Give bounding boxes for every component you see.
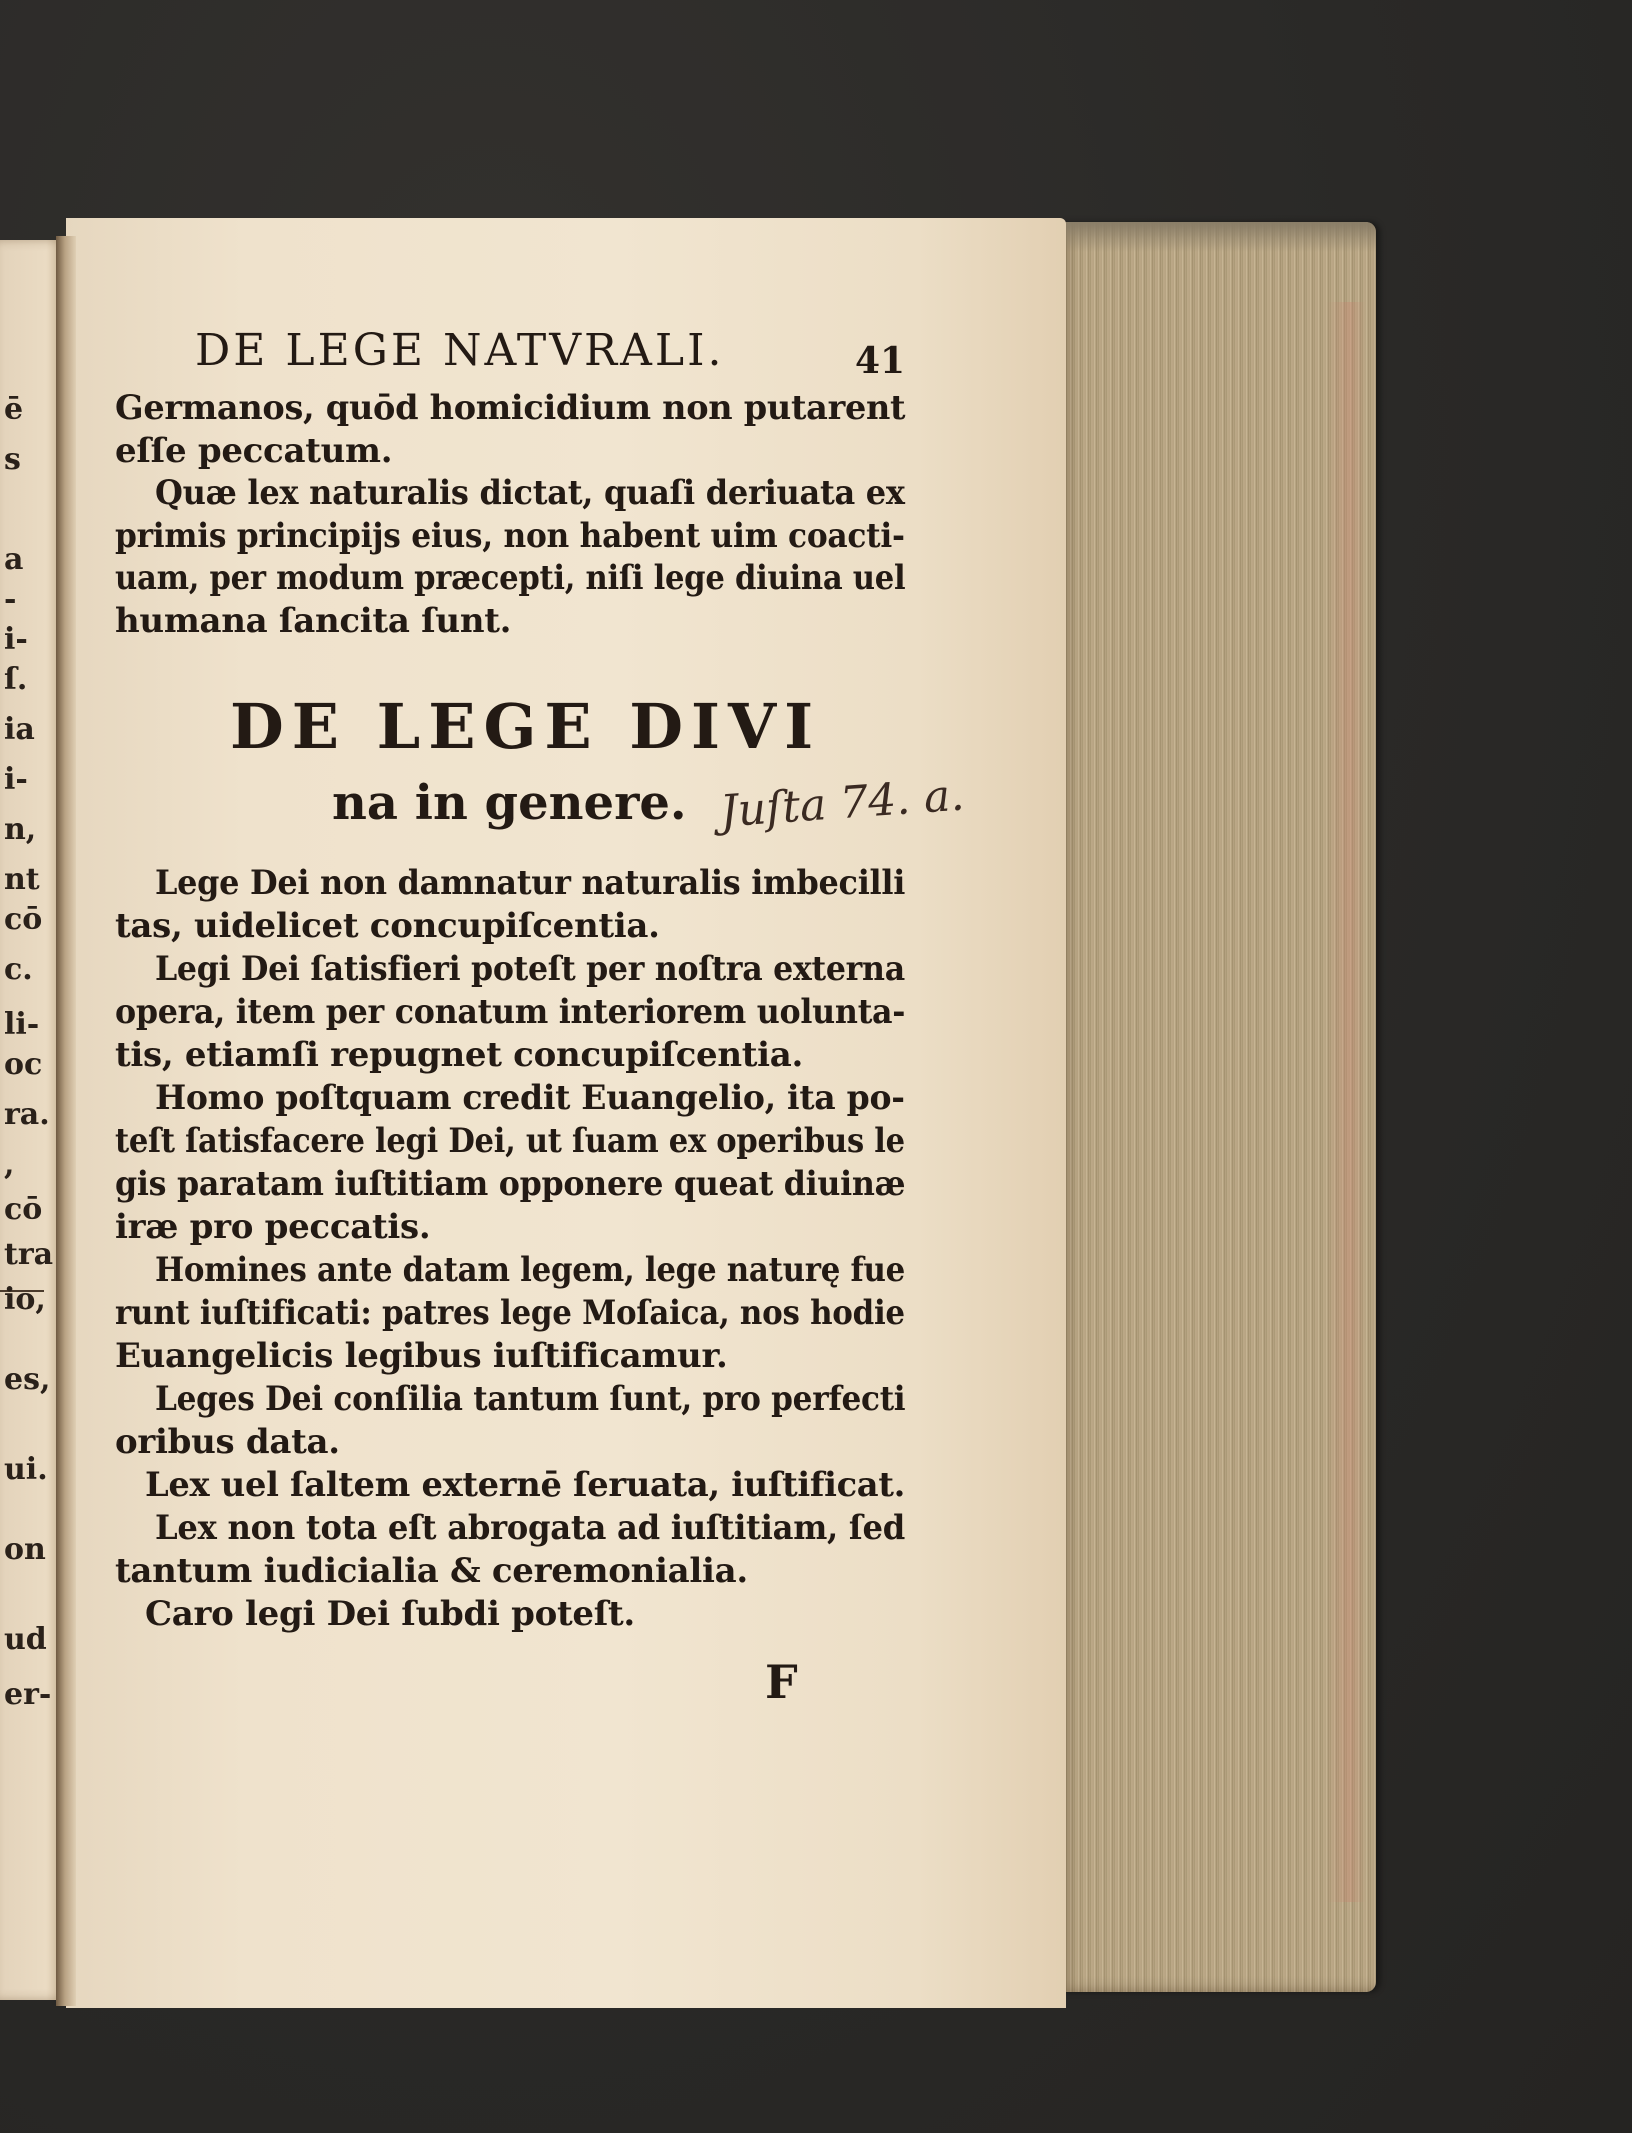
left-page-fragment: - bbox=[4, 582, 17, 617]
text-line: Caro legi Dei ſubdi poteſt. bbox=[145, 1594, 635, 1634]
section-title: DE LEGE DIVI bbox=[230, 690, 822, 763]
left-page-fragment: n, bbox=[4, 812, 37, 847]
left-page-fragment: cō bbox=[4, 902, 43, 937]
handwritten-marginal-note: Juſta 74. a. bbox=[718, 769, 966, 838]
text-line: eſſe peccatum. bbox=[115, 430, 393, 471]
left-page-fragment: io, bbox=[4, 1282, 46, 1317]
book-fore-edge bbox=[1058, 222, 1376, 1992]
section-subtitle: na in genere. bbox=[332, 775, 687, 831]
left-page-fragment: es, bbox=[4, 1362, 51, 1397]
text-line: Euangelicis legibus iuſtificamur. bbox=[115, 1336, 728, 1376]
left-page-fragment: i- bbox=[4, 622, 28, 657]
left-page-fragment: ra. bbox=[4, 1097, 50, 1132]
text-line: primis principijs eius, non habent uim coacti- bbox=[115, 515, 905, 556]
text-line: runt iuſtificati: patres lege Moſaica, nos hodie bbox=[115, 1293, 905, 1333]
left-page-fragment: on bbox=[4, 1532, 46, 1567]
left-page-fragment: tra bbox=[4, 1237, 54, 1272]
text-line: Quæ lex naturalis dictat, quaſi deriuata ex bbox=[155, 473, 905, 513]
left-page-fragment: , bbox=[4, 1147, 15, 1182]
left-page-fragment: ia bbox=[4, 712, 35, 747]
left-page-fragment: ui. bbox=[4, 1452, 48, 1487]
book-gutter bbox=[56, 236, 76, 2006]
text-line: Homines ante datam legem, lege naturę fue bbox=[155, 1250, 906, 1290]
running-head: DE LEGE NATVRALI. bbox=[195, 325, 725, 376]
text-line: tas, uidelicet concupiſcentia. bbox=[115, 906, 660, 946]
text-line: iræ pro peccatis. bbox=[115, 1207, 431, 1247]
left-page-fragment: s bbox=[4, 442, 21, 477]
text-line: Lex uel ſaltem externē ſeruata, iuſtificat. bbox=[145, 1465, 906, 1505]
fore-edge-red-tint bbox=[1326, 302, 1366, 1902]
text-line: tis, etiamſi repugnet concupiſcentia. bbox=[115, 1035, 804, 1075]
left-page-fragment: i- bbox=[4, 762, 28, 797]
left-page-fragment: er- bbox=[4, 1677, 52, 1712]
left-page-fragment: ſ. bbox=[4, 662, 28, 697]
text-line: gis paratam iuſtitiam opponere queat diuinæ bbox=[115, 1164, 906, 1204]
text-line: Legi Dei ſatisfieri poteſt per noſtra externa bbox=[155, 949, 905, 989]
text-line: Leges Dei conſilia tantum ſunt, pro perfecti bbox=[155, 1379, 906, 1419]
left-page-fragment: ud bbox=[4, 1622, 47, 1657]
left-page-fragment: ē bbox=[4, 392, 24, 427]
text-line: uam, per modum præcepti, niſi lege diuina uel bbox=[115, 558, 906, 598]
left-page-fragment: a bbox=[4, 542, 24, 577]
text-line: Lege Dei non damnatur naturalis imbecilli bbox=[155, 863, 906, 903]
text-line: humana ſancita ſunt. bbox=[115, 600, 512, 641]
left-page-fragment: li- bbox=[4, 1007, 40, 1042]
text-line: Homo poſtquam credit Euangelio, ita po- bbox=[155, 1078, 905, 1118]
text-line: Lex non tota eſt abrogata ad iuſtitiam, ſed bbox=[155, 1508, 905, 1548]
text-line: oribus data. bbox=[115, 1422, 340, 1462]
left-page-fragment: c. bbox=[4, 952, 33, 987]
left-page-fragment: cō bbox=[4, 1192, 43, 1227]
left-page-fragment: nt bbox=[4, 862, 40, 897]
text-line: teſt ſatisfacere legi Dei, ut ſuam ex operibus le bbox=[115, 1121, 905, 1161]
text-line: Germanos, quōd homicidium non putarent bbox=[115, 388, 906, 428]
text-line: opera, item per conatum interiorem uolunta- bbox=[115, 992, 906, 1032]
text-line: tantum iudicialia & ceremonialia. bbox=[115, 1551, 748, 1591]
left-page-fragment: oc bbox=[4, 1047, 43, 1082]
signature-mark: F bbox=[765, 1655, 798, 1709]
page-number: 41 bbox=[855, 340, 906, 382]
